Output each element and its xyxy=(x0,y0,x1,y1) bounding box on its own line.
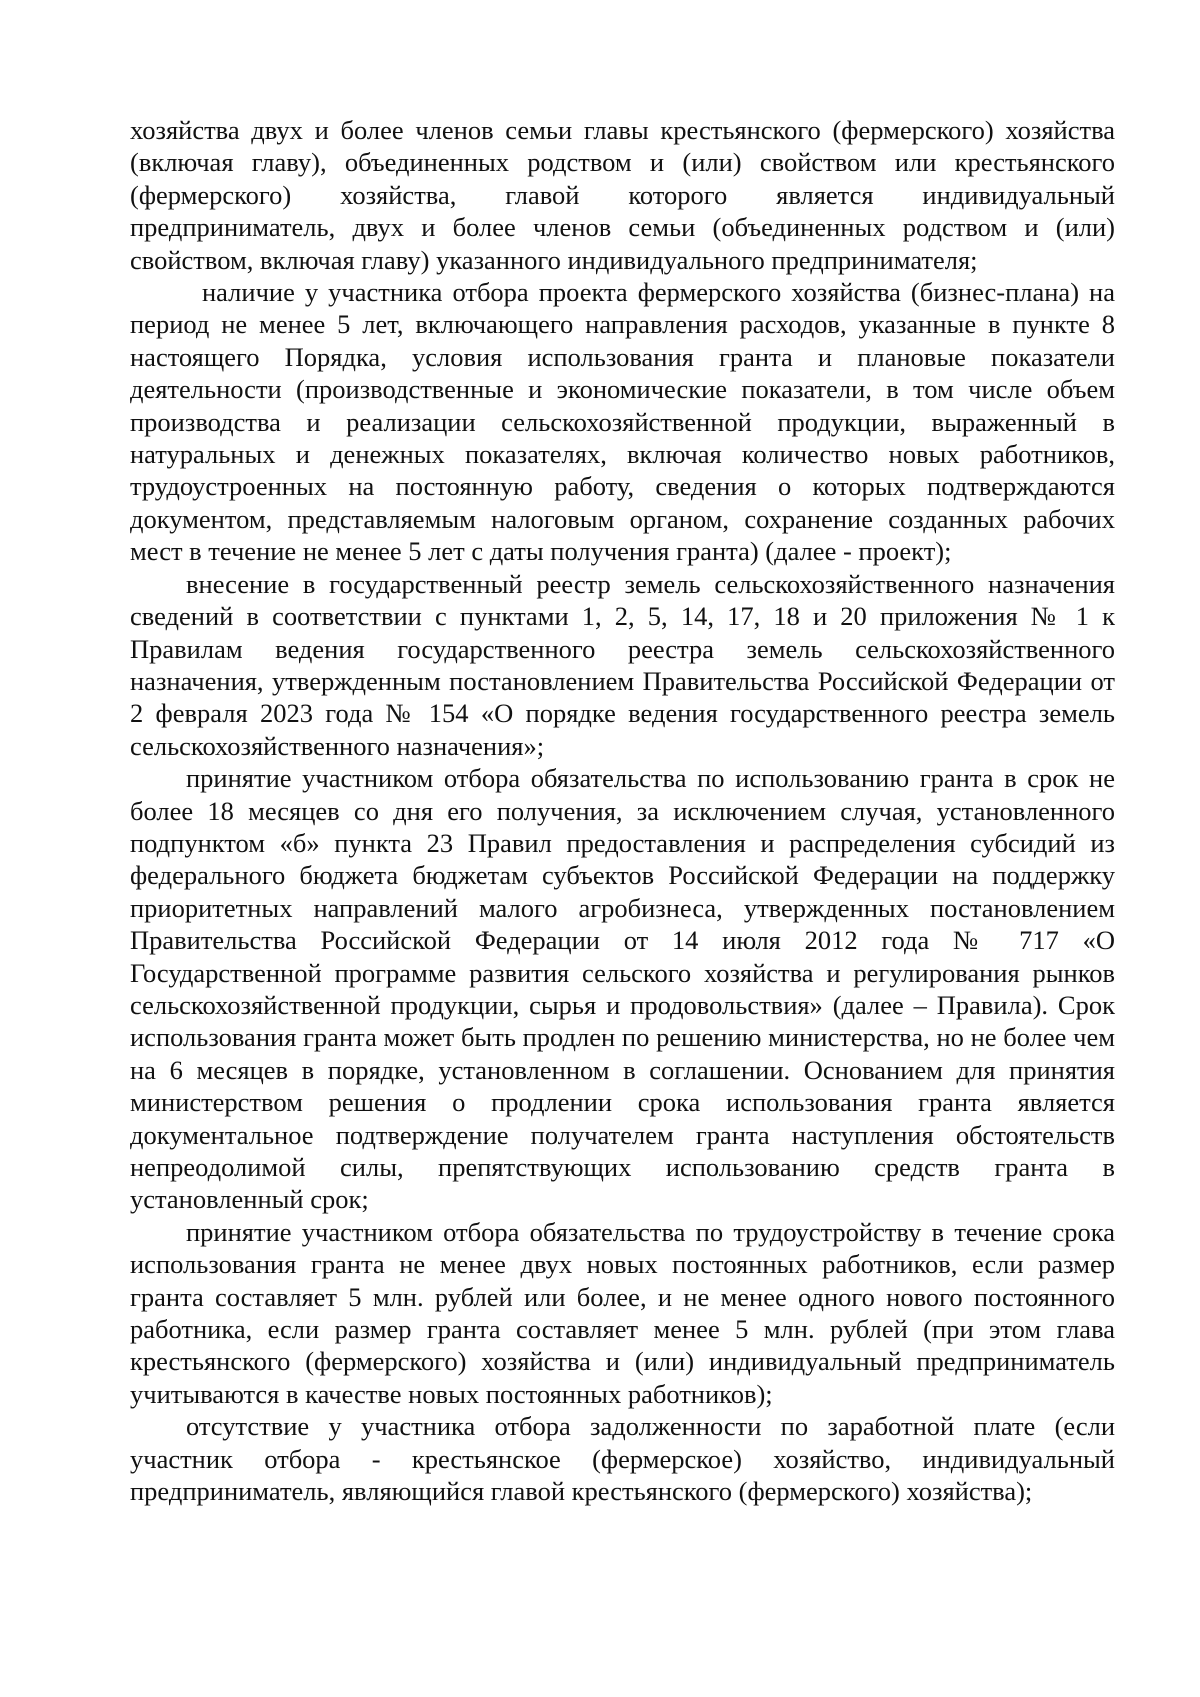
paragraph-grant-usage-term: принятие участником отбора обязательства по использованию гранта в срок не более 18 месяцев со дня его получения, за исключением случая, установленного подпунктом «б» пункта 23 Правил предоставления и распределения субсидий из федерального бюджета бюджетам субъектов Российской Федерации на поддержку приоритетных направлений малого агробизнеса, утвержденных постановлением Правительства Российской Федерации от 14 июля 2012 года № 717 «О Государственной программе развития сельского хозяйства и регулирования рынков сельскохозяйственной продукции, сырья и продовольствия» (далее – Правила). Срок использования гранта может быть продлен по решению министерства, но не более чем на 6 месяцев в порядке, установленном в соглашении. Основанием для принятия министерством решения о продлении срока использования гранта является документальное подтверждение получателем гранта наступления обстоятельств непреодолимой силы, препятствующих использованию средств гранта в установленный срок; xyxy=(130,763,1115,1215)
paragraph-land-registry: внесение в государственный реестр земель сельскохозяйственного назначения сведений в соответствии с пунктами 1, 2, 5, 14, 17, 18 и 20 приложения № 1 к Правилам ведения государственного реестра земель сельскохозяйственного назначения, утвержденным постановлением Правительства Российской Федерации от 2 февраля 2023 года № 154 «О порядке ведения государственного реестра земель сельскохозяйственного назначения»; xyxy=(130,568,1115,761)
paragraph-household-members: хозяйства двух и более членов семьи главы крестьянского (фермерского) хозяйства (включая главу), объединенных родством и (или) свойством или крестьянского (фермерского) хозяйства, главой которого является индивидуальный предприниматель, двух и более членов семьи (объединенных родством и (или) свойством, включая главу) указанного индивидуального предпринимателя; xyxy=(130,115,1115,275)
paragraph-business-plan: наличие у участника отбора проекта фермерского хозяйства (бизнес-плана) на период не менее 5 лет, включающего направления расходов, указанные в пункте 8 настоящего Порядка, условия использования гранта и плановые показатели деятельности (производственные и экономические показатели, в том числе объем производства и реализации сельскохозяйственной продукции, выраженный в натуральных и денежных показателях, включая количество новых работников, трудоустроенных на постоянную работу, сведения о которых подтверждаются документом, представляемым налоговым органом, сохранение созданных рабочих мест в течение не менее 5 лет с даты получения гранта) (далее - проект); xyxy=(130,277,1115,567)
paragraph-employment-obligation: принятие участником отбора обязательства по трудоустройству в течение срока использования гранта не менее двух новых постоянных работников, если размер гранта составляет 5 млн. рублей или более, и не менее одного нового постоянного работника, если размер гранта составляет менее 5 млн. рублей (при этом глава крестьянского (фермерского) хозяйства и (или) индивидуальный предприниматель учитываются в качестве новых постоянных работников); xyxy=(130,1216,1115,1409)
paragraph-no-salary-debt: отсутствие у участника отбора задолженности по заработной плате (если участник отбора - крестьянское (фермерское) хозяйство, индивидуальный предприниматель, являющийся главой крестьянского (фермерского) хозяйства); xyxy=(130,1411,1115,1507)
document-body xyxy=(130,114,1115,1507)
